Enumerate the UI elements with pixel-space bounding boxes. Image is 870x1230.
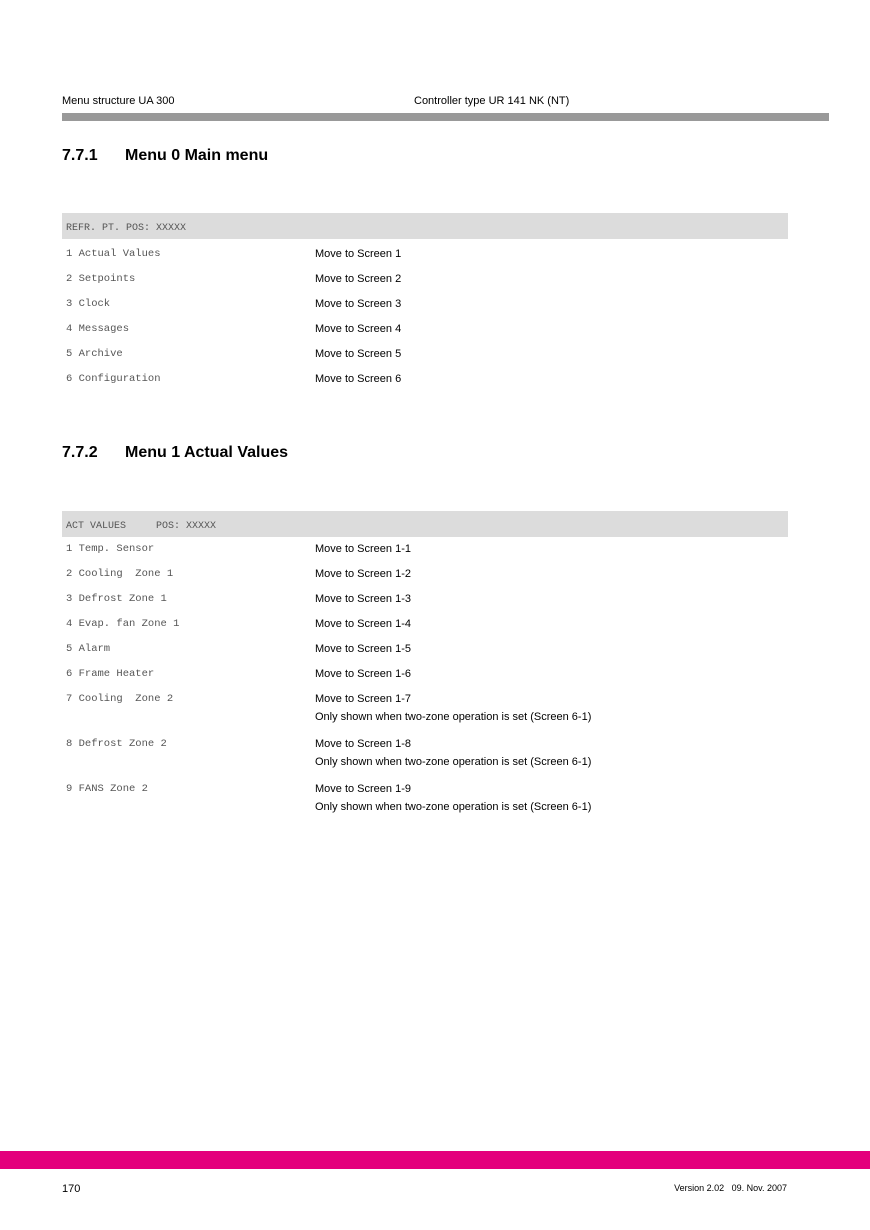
row-label: 6 Frame Heater (66, 668, 155, 680)
section-number: 7.7.2 (62, 444, 98, 461)
row-label: 8 Defrost Zone 2 (66, 738, 167, 750)
row-label: 1 Temp. Sensor (66, 543, 155, 555)
row-label: 2 Cooling Zone 1 (66, 568, 174, 580)
row-desc: Move to Screen 6 (315, 373, 402, 385)
row-label: 4 Messages (66, 323, 130, 335)
actual-values-table (62, 511, 788, 813)
header-divider (62, 113, 829, 121)
section-number: 7.7.1 (62, 147, 98, 164)
row-desc: Move to Screen 1 (315, 248, 402, 260)
section-heading: Menu 1 Actual Values (125, 444, 289, 461)
row-note: Only shown when two-zone operation is set (Screen 6-1) (315, 801, 592, 813)
table-row (62, 615, 788, 633)
row-label: 9 FANS Zone 2 (66, 783, 148, 795)
table-row (62, 565, 788, 583)
row-desc-line: Move to Screen 1-7 (315, 693, 411, 705)
row-label: 7 Cooling Zone 2 (66, 693, 174, 705)
header-middle: Controller type UR 141 NK (NT) (414, 95, 570, 107)
row-desc: Move to Screen 5 (315, 348, 402, 360)
table-row (62, 295, 788, 313)
row-desc-line: Move to Screen 1-9 (315, 783, 411, 795)
section-title-actual-values (62, 444, 288, 462)
row-desc-line: Move to Screen 1-8 (315, 738, 411, 750)
header-left: Menu structure UA 300 (62, 95, 175, 107)
row-desc: Move to Screen 1-5 (315, 643, 411, 655)
row-desc: Move to Screen 3 (315, 298, 402, 310)
row-label: 3 Clock (66, 298, 111, 310)
row-desc: Move to Screen 1-4 (315, 618, 411, 630)
table-row (62, 540, 788, 558)
table-row (62, 780, 788, 816)
table-row (62, 345, 788, 363)
row-label: 5 Alarm (66, 643, 111, 655)
row-label: 6 Configuration (66, 373, 161, 385)
row-desc: Move to Screen 4 (315, 323, 402, 335)
table-row (62, 245, 788, 263)
footer-accent-bar (0, 1151, 870, 1169)
section-title-main-menu (62, 147, 268, 165)
main-menu-table (62, 213, 788, 385)
table-row (62, 665, 788, 683)
version-info: Version 2.02 09. Nov. 2007 (674, 1183, 787, 1193)
row-label: 3 Defrost Zone 1 (66, 593, 167, 605)
table-header: REFR. PT. POS: XXXXX (62, 213, 788, 239)
row-desc: Move to Screen 1-2 (315, 568, 411, 580)
row-desc: Move to Screen 2 (315, 273, 402, 285)
row-desc (315, 735, 591, 771)
table-row (62, 640, 788, 658)
table-row (62, 370, 788, 388)
row-label: 1 Actual Values (66, 248, 161, 260)
table-row (62, 590, 788, 608)
table-row (62, 735, 788, 771)
row-desc: Move to Screen 1-1 (315, 543, 411, 555)
row-label: 4 Evap. fan Zone 1 (66, 618, 180, 630)
page-number: 170 (62, 1183, 81, 1195)
table-row (62, 690, 788, 726)
table-row (62, 320, 788, 338)
row-desc: Move to Screen 1-3 (315, 593, 411, 605)
row-desc (315, 690, 591, 726)
row-note: Only shown when two-zone operation is set (Screen 6-1) (315, 756, 592, 768)
row-label: 5 Archive (66, 348, 123, 360)
row-label: 2 Setpoints (66, 273, 136, 285)
section-heading: Menu 0 Main menu (125, 147, 269, 164)
table-row (62, 270, 788, 288)
row-desc (315, 780, 591, 816)
row-note: Only shown when two-zone operation is set (Screen 6-1) (315, 711, 592, 723)
table-header: ACT VALUES POS: XXXXX (62, 511, 788, 537)
row-desc: Move to Screen 1-6 (315, 668, 411, 680)
